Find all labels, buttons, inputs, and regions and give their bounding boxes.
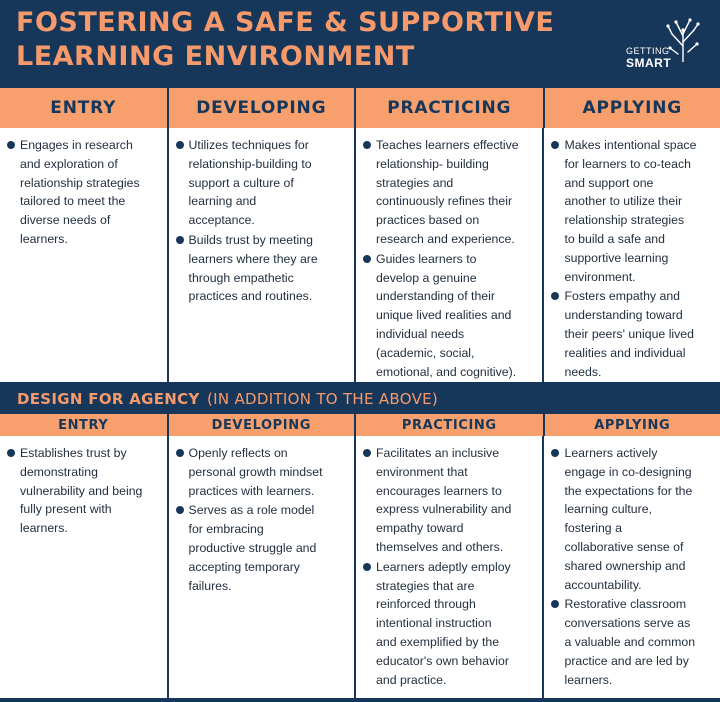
bullet-line: and practice. bbox=[376, 672, 447, 687]
bullet-line: relationship strategies bbox=[564, 213, 685, 228]
header bbox=[0, 0, 720, 86]
bullet-dot-icon bbox=[363, 449, 371, 457]
bullet-line: Builds trust by meeting bbox=[188, 232, 313, 247]
bullet-line: relationship-building to bbox=[188, 156, 312, 171]
bullet-line: their peers' unique lived bbox=[564, 326, 694, 341]
bullet-line: reinforced through bbox=[376, 597, 476, 612]
getting-smart-logo bbox=[626, 16, 704, 74]
bullet-text bbox=[564, 136, 696, 286]
bullet-item bbox=[176, 136, 350, 230]
header-practicing: PRACTICING bbox=[356, 88, 542, 128]
page-title bbox=[16, 6, 576, 74]
logo-text-getting: GETTING bbox=[626, 46, 670, 56]
bullet-line: relationship- building bbox=[376, 156, 489, 171]
bullet-text bbox=[189, 231, 318, 306]
header-applying: APPLYING bbox=[545, 414, 720, 436]
bullet-item bbox=[7, 444, 163, 538]
bullet-line: learners. bbox=[564, 672, 613, 687]
bullet-line: research and experience. bbox=[376, 231, 515, 246]
bullet-text bbox=[376, 136, 519, 249]
bullet-text bbox=[189, 501, 317, 595]
bullet-line: Facilitates an inclusive bbox=[376, 446, 500, 460]
bullet-text bbox=[376, 444, 511, 557]
bullet-text bbox=[376, 558, 511, 690]
bullet-text bbox=[564, 444, 692, 594]
bullet-line: Learners actively bbox=[564, 446, 658, 460]
bullet-line: vulnerability and being bbox=[20, 483, 143, 498]
column-headers-agency bbox=[0, 414, 720, 436]
bullet-line: emotional, and cognitive). bbox=[376, 364, 517, 379]
bullet-line: collaborative sense of bbox=[564, 539, 684, 554]
bullet-item bbox=[7, 136, 163, 249]
bullet-line: Serves as a role model bbox=[188, 503, 315, 518]
bullet-line: strategies and bbox=[376, 175, 454, 190]
bullet-line: accountability. bbox=[564, 577, 642, 592]
title-line-1: FOSTERING A SAFE & SUPPORTIVE bbox=[16, 7, 555, 38]
bullet-dot-icon bbox=[7, 449, 15, 457]
bullet-line: Establishes trust by bbox=[20, 446, 127, 460]
header-entry: ENTRY bbox=[0, 88, 167, 128]
bullet-line: and support one bbox=[564, 175, 654, 190]
bullet-dot-icon bbox=[551, 600, 559, 608]
bullet-item bbox=[176, 231, 350, 306]
bullet-line: Learners adeptly employ bbox=[376, 559, 511, 574]
logo-text-smart: SMART bbox=[626, 56, 672, 70]
bullet-line: support a culture of bbox=[188, 175, 294, 190]
bullet-dot-icon bbox=[551, 449, 559, 457]
bullet-line: practices and routines. bbox=[188, 289, 313, 304]
bullet-line: fully present with bbox=[20, 502, 112, 517]
section-title-light: (IN ADDITION TO THE ABOVE) bbox=[207, 390, 439, 408]
cell-developing bbox=[169, 128, 354, 382]
header-developing: DEVELOPING bbox=[169, 414, 354, 436]
header-applying: APPLYING bbox=[545, 88, 720, 128]
bullet-item bbox=[551, 595, 716, 689]
bullet-text bbox=[20, 136, 140, 249]
bullet-line: diverse needs of bbox=[20, 213, 111, 228]
bullet-dot-icon bbox=[363, 141, 371, 149]
bullet-line: to build a safe and bbox=[564, 231, 665, 246]
header-practicing: PRACTICING bbox=[356, 414, 542, 436]
bullet-item bbox=[363, 444, 538, 557]
bullet-dot-icon bbox=[551, 292, 559, 300]
bullet-line: Utilizes techniques for bbox=[188, 138, 309, 152]
bullet-line: individual needs bbox=[376, 326, 465, 341]
header-developing: DEVELOPING bbox=[169, 88, 354, 128]
bullet-item bbox=[551, 444, 716, 594]
bullet-dot-icon bbox=[363, 563, 371, 571]
bullet-line: understanding toward bbox=[564, 308, 683, 323]
bullet-item bbox=[176, 501, 350, 595]
bullet-dot-icon bbox=[176, 449, 184, 457]
cell-applying bbox=[544, 128, 720, 382]
cell-applying bbox=[544, 436, 720, 698]
bullet-line: continuously refines their bbox=[376, 194, 513, 209]
bullet-line: environment. bbox=[564, 269, 636, 284]
bullet-line: Restorative classroom bbox=[564, 597, 687, 612]
bullet-line: learners. bbox=[20, 231, 68, 246]
bullet-text bbox=[20, 444, 142, 538]
bullet-line: Guides learners to bbox=[376, 251, 477, 266]
bullet-line: a valuable and common bbox=[564, 634, 696, 649]
bullet-line: for embracing bbox=[188, 522, 264, 537]
bullet-line: Engages in research bbox=[20, 138, 133, 152]
cell-entry bbox=[0, 436, 167, 698]
bullet-line: learning culture, bbox=[564, 502, 652, 517]
bullet-line: through empathetic bbox=[188, 270, 294, 285]
bullet-item bbox=[551, 136, 716, 286]
bullet-line: understanding of their bbox=[376, 289, 495, 304]
bullet-line: and exploration of bbox=[20, 156, 118, 171]
bullet-line: practices with learners. bbox=[188, 483, 315, 498]
section-title bbox=[0, 384, 720, 414]
bullet-line: conversations serve as bbox=[564, 616, 691, 631]
title-line-2: LEARNING ENVIRONMENT bbox=[16, 41, 415, 72]
bullet-item bbox=[363, 558, 538, 690]
column-headers bbox=[0, 88, 720, 128]
bullet-text bbox=[564, 595, 695, 689]
bullet-text bbox=[376, 250, 516, 382]
bullet-line: another to utilize their bbox=[564, 194, 683, 209]
header-entry: ENTRY bbox=[0, 414, 167, 436]
cell-developing bbox=[169, 436, 354, 698]
cell-entry bbox=[0, 128, 167, 382]
bullet-text bbox=[564, 287, 694, 381]
bullet-line: tailored to meet the bbox=[20, 194, 126, 209]
bullet-dot-icon bbox=[176, 141, 184, 149]
bullet-line: accepting temporary bbox=[188, 559, 300, 574]
bullet-line: demonstrating bbox=[20, 464, 98, 479]
bullet-line: supportive learning bbox=[564, 250, 669, 265]
bullet-line: environment that bbox=[376, 464, 468, 479]
bullet-dot-icon bbox=[363, 255, 371, 263]
bullet-line: educator's own behavior bbox=[376, 653, 509, 668]
cell-practicing bbox=[356, 436, 542, 698]
bullet-item bbox=[551, 287, 716, 381]
section-1-body bbox=[0, 128, 720, 382]
bullet-line: Fosters empathy and bbox=[564, 289, 680, 304]
bullet-line: personal growth mindset bbox=[188, 464, 323, 479]
bullet-line: for learners to co-teach bbox=[564, 156, 691, 171]
bullet-line: engage in co-designing bbox=[564, 464, 692, 479]
bullet-line: relationship strategies bbox=[20, 175, 140, 190]
bullet-line: (academic, social, bbox=[376, 345, 475, 360]
bullet-item bbox=[363, 136, 538, 249]
bullet-line: unique lived realities and bbox=[376, 308, 512, 323]
bullet-dot-icon bbox=[551, 141, 559, 149]
section-title-bold: DESIGN FOR AGENCY bbox=[17, 390, 200, 408]
bullet-line: strategies that are bbox=[376, 578, 475, 593]
bullet-dot-icon bbox=[176, 506, 184, 514]
bullet-line: encourages learners to bbox=[376, 483, 502, 498]
section-2-body bbox=[0, 436, 720, 698]
bullet-line: realities and individual bbox=[564, 345, 686, 360]
bullet-line: failures. bbox=[188, 578, 232, 593]
bullet-line: Makes intentional space bbox=[564, 138, 697, 152]
bullet-line: themselves and others. bbox=[376, 539, 504, 554]
bullet-line: express vulnerability and bbox=[376, 502, 512, 517]
bullet-line: Teaches learners effective bbox=[376, 138, 519, 152]
bullet-line: learners. bbox=[20, 521, 68, 536]
bullet-line: needs. bbox=[564, 364, 602, 379]
bullet-line: intentional instruction bbox=[376, 616, 492, 631]
bullet-line: develop a genuine bbox=[376, 270, 477, 285]
bullet-dot-icon bbox=[176, 236, 184, 244]
bullet-line: empathy toward bbox=[376, 521, 464, 536]
bullet-line: fostering a bbox=[564, 521, 622, 536]
bullet-text bbox=[189, 444, 323, 500]
bullet-line: practices based on bbox=[376, 213, 480, 228]
bullet-line: practice and are led by bbox=[564, 653, 689, 668]
bullet-line: and exemplified by the bbox=[376, 634, 500, 649]
bullet-item bbox=[176, 444, 350, 500]
bullet-item bbox=[363, 250, 538, 382]
bullet-line: productive struggle and bbox=[188, 540, 317, 555]
bullet-line: learning and bbox=[188, 194, 257, 209]
bullet-dot-icon bbox=[7, 141, 15, 149]
bullet-line: learners where they are bbox=[188, 251, 318, 266]
bullet-line: Openly reflects on bbox=[188, 446, 288, 460]
bullet-line: the expectations for the bbox=[564, 483, 693, 498]
bullet-line: shared ownership and bbox=[564, 558, 686, 573]
bullet-text bbox=[189, 136, 312, 230]
bullet-line: acceptance. bbox=[188, 213, 255, 228]
cell-practicing bbox=[356, 128, 542, 382]
